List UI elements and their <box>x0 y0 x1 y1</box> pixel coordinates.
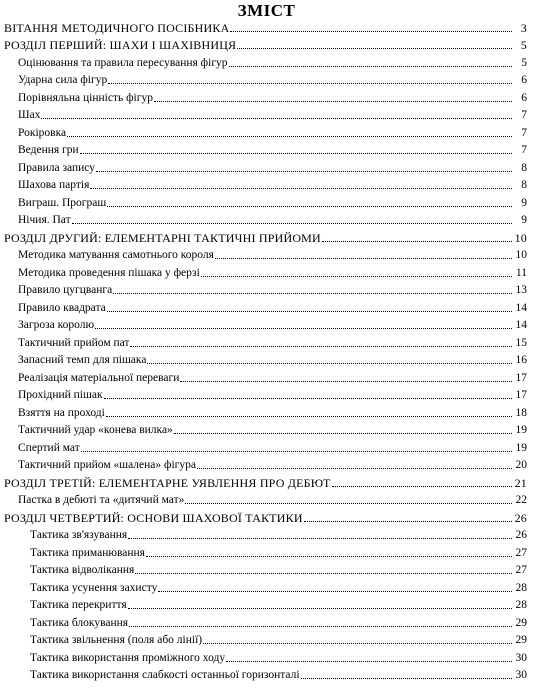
dot-leader <box>230 31 512 32</box>
toc-entry-label: Правило цугцванга <box>18 284 113 296</box>
toc-entry-row <box>0 140 533 158</box>
toc-entry-row <box>0 402 533 420</box>
toc-entry-row <box>0 105 533 123</box>
toc-page-number: 19 <box>515 424 527 436</box>
toc-entry-label: Загроза королю <box>18 319 95 331</box>
toc-page-number: 10 <box>515 249 527 261</box>
dot-leader <box>203 643 512 644</box>
dot-leader <box>135 573 512 574</box>
toc-entry-label: Оцінювання та правила пересування фігур <box>18 56 228 69</box>
toc-page-number: 5 <box>520 38 527 52</box>
dot-leader <box>107 206 512 207</box>
toc-entry-row <box>0 157 533 175</box>
toc-page-number: 13 <box>515 284 527 296</box>
toc-page-number: 26 <box>514 510 527 525</box>
dot-leader <box>185 503 512 504</box>
toc-page-number: 9 <box>521 214 527 226</box>
toc-page-number: 9 <box>521 196 527 209</box>
toc-page-number: 8 <box>521 179 527 191</box>
toc-entry-row <box>0 385 533 403</box>
toc-entry-label: Запасний темп для пішака <box>18 354 147 366</box>
toc-page-number: 11 <box>515 266 527 279</box>
toc-page-number: 27 <box>515 546 527 559</box>
dot-leader <box>180 381 512 382</box>
toc-entry-label: Тактичний прийом «шалена» фігура <box>18 459 196 471</box>
toc-page-number: 6 <box>521 74 527 86</box>
toc-entry-row <box>0 437 533 455</box>
toc-entry-label: ВІТАННЯ МЕТОДИЧНОГО ПОСІБНИКА <box>4 21 230 35</box>
toc-page-number: 7 <box>521 109 527 121</box>
toc-page-number: 16 <box>515 354 527 366</box>
toc-entry-label: Правило квадрата <box>18 301 106 314</box>
toc-page-number: 3 <box>520 20 527 35</box>
toc-page-number: 14 <box>515 319 527 331</box>
toc-page-number: 14 <box>515 301 527 314</box>
toc-page-number: 15 <box>515 336 527 349</box>
toc-entry-row <box>0 210 533 228</box>
toc-entry-label: Ударна сила фігур <box>18 74 108 86</box>
dot-leader <box>226 661 512 662</box>
page-title: ЗМІСТ <box>237 1 296 20</box>
dot-leader <box>107 311 512 312</box>
toc-entry-row <box>0 455 533 473</box>
dot-leader <box>95 328 512 329</box>
dot-leader <box>229 66 512 67</box>
toc-entry-label: Ведення гри <box>18 144 79 156</box>
toc-entry-label: Спертий мат <box>18 441 80 454</box>
toc-entry-label: Тактика зв'язування <box>30 529 128 541</box>
toc-entry-row <box>0 367 533 385</box>
toc-entry-row <box>0 52 533 70</box>
toc-page-number: 5 <box>521 56 527 69</box>
toc-entry-label: Виграш. Програш <box>18 196 107 209</box>
toc-page-number: 17 <box>515 371 527 384</box>
toc-entry-label: Рокіровка <box>18 126 67 139</box>
toc-section-row <box>0 17 533 35</box>
dot-leader <box>81 451 512 452</box>
toc-entry-row <box>0 665 533 683</box>
toc-page-number: 28 <box>515 581 527 594</box>
dot-leader <box>113 293 512 294</box>
toc-entry-row <box>0 647 533 665</box>
toc-entry-label: РОЗДІЛ ПЕРШИЙ: ШАХИ І ШАХІВНИЦЯ <box>4 39 237 52</box>
toc-page-number: 29 <box>515 616 527 629</box>
toc-entry-row <box>0 595 533 613</box>
toc-entry-label: Тактичний прийом пат <box>18 336 130 349</box>
dot-leader <box>174 433 512 434</box>
toc-section-row <box>0 35 533 53</box>
dot-leader <box>215 258 512 259</box>
dot-leader <box>322 241 512 242</box>
toc-entry-row <box>0 70 533 88</box>
toc-entry-label: Тактика перекриття <box>30 599 127 611</box>
toc-entry-row <box>0 262 533 280</box>
dot-leader <box>128 608 512 609</box>
toc-entry-label: Тактика використання слабкості останньої горизонталі <box>30 669 300 681</box>
toc-page-number: 21 <box>514 475 527 490</box>
dot-leader <box>158 591 512 592</box>
toc-entry-label: Реалізація матеріальної переваги <box>18 371 180 384</box>
dot-leader <box>96 171 512 172</box>
dot-leader <box>197 468 512 469</box>
toc-entry-label: Тактика блокування <box>30 616 129 629</box>
toc-page-number: 30 <box>515 651 527 664</box>
toc-entry-row <box>0 350 533 368</box>
dot-leader <box>104 398 512 399</box>
dot-leader <box>72 223 512 224</box>
dot-leader <box>108 83 512 84</box>
dot-leader <box>80 153 512 154</box>
toc-entry-row <box>0 490 533 508</box>
toc-entry-label: Шахова партія <box>18 179 90 191</box>
table-of-contents <box>0 17 533 682</box>
toc-entry-label: Тактика звільнення (поля або лінії) <box>30 634 203 646</box>
toc-entry-row <box>0 420 533 438</box>
toc-entry-label: Шах <box>18 109 41 121</box>
toc-entry-row <box>0 577 533 595</box>
toc-entry-row <box>0 630 533 648</box>
dot-leader <box>130 346 512 347</box>
toc-entry-label: Взяття на проході <box>18 406 105 419</box>
toc-entry-label: Правила запису <box>18 161 95 174</box>
toc-entry-row <box>0 525 533 543</box>
dot-leader <box>67 136 512 137</box>
toc-entry-row <box>0 87 533 105</box>
toc-entry-label: РОЗДІЛ ЧЕТВЕРТИЙ: ОСНОВИ ШАХОВОЇ ТАКТИКИ <box>4 511 303 525</box>
toc-page-number: 20 <box>515 459 527 471</box>
dot-leader <box>90 188 512 189</box>
toc-entry-row <box>0 175 533 193</box>
toc-entry-label: Пастка в дебюті та «дитячий мат» <box>18 494 185 506</box>
toc-entry-row <box>0 332 533 350</box>
toc-entry-label: Тактичний удар «конева вилка» <box>18 424 173 436</box>
toc-page-number: 10 <box>514 230 527 245</box>
toc-page-number: 7 <box>521 126 527 139</box>
toc-section-row <box>0 507 533 525</box>
dot-leader <box>147 363 512 364</box>
dot-leader <box>129 626 512 627</box>
toc-entry-label: РОЗДІЛ ДРУГИЙ: ЕЛЕМЕНТАРНІ ТАКТИЧНІ ПРИЙОМИ <box>4 231 321 245</box>
toc-page-number: 18 <box>515 406 527 419</box>
toc-entry-label: Нічия. Пат <box>18 214 71 226</box>
toc-entry-row <box>0 122 533 140</box>
dot-leader <box>41 118 512 119</box>
toc-entry-label: Тактика відволікання <box>30 564 135 576</box>
dot-leader <box>154 101 512 102</box>
toc-entry-label: Методика матування самотнього короля <box>18 249 214 261</box>
toc-page-number: 8 <box>521 161 527 174</box>
toc-entry-row <box>0 192 533 210</box>
toc-entry-row <box>0 315 533 333</box>
toc-entry-row <box>0 297 533 315</box>
toc-page-number: 29 <box>515 634 527 646</box>
toc-entry-label: Тактика усунення захисту <box>30 581 158 594</box>
dot-leader <box>201 276 512 277</box>
dot-leader <box>106 416 512 417</box>
toc-page-number: 6 <box>521 91 527 104</box>
dot-leader <box>146 556 512 557</box>
toc-entry-label: Тактика приманювання <box>30 546 145 559</box>
dot-leader <box>128 538 512 539</box>
toc-entry-row <box>0 280 533 298</box>
toc-page-number: 19 <box>515 441 527 454</box>
dot-leader <box>332 486 512 487</box>
toc-entry-label: Прохідний пішак <box>18 389 103 401</box>
toc-section-row <box>0 227 533 245</box>
toc-entry-row <box>0 612 533 630</box>
dot-leader <box>301 678 512 679</box>
toc-entry-label: Порівняльна цінність фігур <box>18 91 153 104</box>
toc-entry-label: Тактика використання проміжного ходу <box>30 651 226 664</box>
toc-page-number: 28 <box>515 599 527 611</box>
toc-page-number: 22 <box>515 494 527 506</box>
toc-entry-row <box>0 542 533 560</box>
toc-page-number: 30 <box>515 669 527 681</box>
toc-entry-row <box>0 560 533 578</box>
toc-section-row <box>0 472 533 490</box>
dot-leader <box>304 521 512 522</box>
toc-entry-label: Методика проведення пішака у ферзі <box>18 266 200 279</box>
toc-page-number: 17 <box>515 389 527 401</box>
toc-entry-label: РОЗДІЛ ТРЕТІЙ: ЕЛЕМЕНТАРНЕ УЯВЛЕННЯ ПРО ДЕБЮТ <box>4 476 331 490</box>
toc-page-number: 27 <box>515 564 527 576</box>
toc-page-number: 7 <box>521 144 527 156</box>
toc-page-number: 26 <box>515 529 527 541</box>
dot-leader <box>237 48 512 49</box>
toc-entry-row <box>0 245 533 263</box>
